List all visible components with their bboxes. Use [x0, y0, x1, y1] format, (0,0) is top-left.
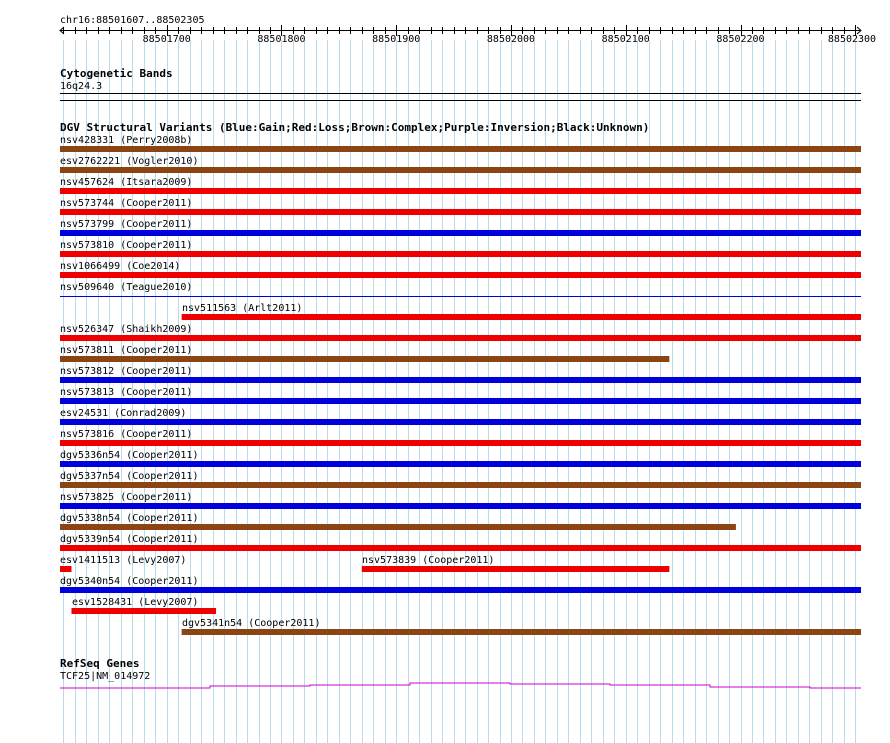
- variant-label[interactable]: nsv573813 (Cooper2011): [60, 387, 193, 398]
- variant-label[interactable]: nsv573799 (Cooper2011): [60, 219, 193, 230]
- variant-bar: [60, 167, 861, 173]
- variant-label[interactable]: dgv5336n54 (Cooper2011): [60, 450, 199, 461]
- variant-label[interactable]: nsv511563 (Arlt2011): [182, 303, 303, 314]
- variant-label[interactable]: esv24531 (Conrad2009): [60, 408, 187, 419]
- variant-label[interactable]: dgv5341n54 (Cooper2011): [182, 618, 321, 629]
- ruler-tick-label: 88501700: [142, 34, 191, 45]
- variant-label[interactable]: nsv1066499 (Coe2014): [60, 261, 181, 272]
- variant-bar: [60, 566, 71, 572]
- variant-label[interactable]: nsv573816 (Cooper2011): [60, 429, 193, 440]
- ruler-tick-label: 88502300: [827, 34, 877, 45]
- variant-bar: [60, 296, 861, 297]
- variant-label[interactable]: dgv5339n54 (Cooper2011): [60, 534, 199, 545]
- variant-bar: [60, 503, 861, 509]
- refseq-gene-label[interactable]: TCF25|NM_014972: [60, 671, 151, 682]
- ruler-tick-label: 88502000: [486, 34, 536, 45]
- variant-bar: [60, 440, 861, 446]
- variant-label[interactable]: nsv573810 (Cooper2011): [60, 240, 193, 251]
- variant-label[interactable]: nsv509640 (Teague2010): [60, 282, 193, 293]
- variant-label[interactable]: nsv428331 (Perry2008b): [60, 135, 193, 146]
- variant-label[interactable]: esv2762221 (Vogler2010): [60, 156, 199, 167]
- refseq-track-title: RefSeq Genes: [60, 657, 140, 670]
- variant-bar: [60, 251, 861, 257]
- variant-bar: [60, 209, 861, 215]
- variant-bar: [60, 398, 861, 404]
- variant-label[interactable]: dgv5338n54 (Cooper2011): [60, 513, 199, 524]
- variant-bar: [362, 566, 670, 572]
- variant-bar: [60, 230, 861, 236]
- variant-bar: [60, 587, 861, 593]
- variant-bar: [60, 545, 861, 551]
- variant-bar: [60, 188, 861, 194]
- variant-bar: [60, 146, 861, 152]
- variant-bar: [60, 356, 669, 362]
- ruler-tick-label: 88501800: [257, 34, 306, 45]
- variant-label[interactable]: esv1411513 (Levy2007): [60, 555, 187, 566]
- variant-label[interactable]: nsv573839 (Cooper2011): [362, 555, 495, 566]
- ruler-tick-label: 88501900: [372, 34, 421, 45]
- variant-label[interactable]: nsv573744 (Cooper2011): [60, 198, 193, 209]
- variant-bar: [60, 461, 861, 467]
- cytoband-track-title: Cytogenetic Bands: [60, 67, 173, 80]
- variant-bar: [60, 419, 861, 425]
- variant-bar: [60, 482, 861, 488]
- cytoband-label: 16q24.3: [60, 81, 103, 92]
- variant-bar: [182, 314, 861, 320]
- refseq-gene-line: [60, 683, 861, 688]
- variant-label[interactable]: nsv573812 (Cooper2011): [60, 366, 193, 377]
- variant-bar: [71, 608, 216, 614]
- variant-bar: [60, 524, 736, 530]
- variant-bar: [60, 335, 861, 341]
- variant-label[interactable]: nsv573825 (Cooper2011): [60, 492, 193, 503]
- variant-bar: [60, 272, 861, 278]
- variant-label[interactable]: dgv5337n54 (Cooper2011): [60, 471, 199, 482]
- ruler-tick-label: 88502200: [716, 34, 765, 45]
- variant-bar: [182, 629, 861, 635]
- variant-label[interactable]: nsv573811 (Cooper2011): [60, 345, 193, 356]
- ruler-range-label: chr16:88501607..88502305: [60, 15, 205, 26]
- ruler-tick-label: 88502100: [601, 34, 650, 45]
- dgv-track-title: DGV Structural Variants (Blue:Gain;Red:Loss;Brown:Complex;Purple:Inversion;Black:Unknown): [60, 121, 650, 134]
- variant-label[interactable]: nsv526347 (Shaikh2009): [60, 324, 193, 335]
- variant-label[interactable]: dgv5340n54 (Cooper2011): [60, 576, 199, 587]
- variant-bar: [60, 377, 861, 383]
- variant-label[interactable]: nsv457624 (Itsara2009): [60, 177, 193, 188]
- variant-label[interactable]: esv1528431 (Levy2007): [72, 597, 199, 608]
